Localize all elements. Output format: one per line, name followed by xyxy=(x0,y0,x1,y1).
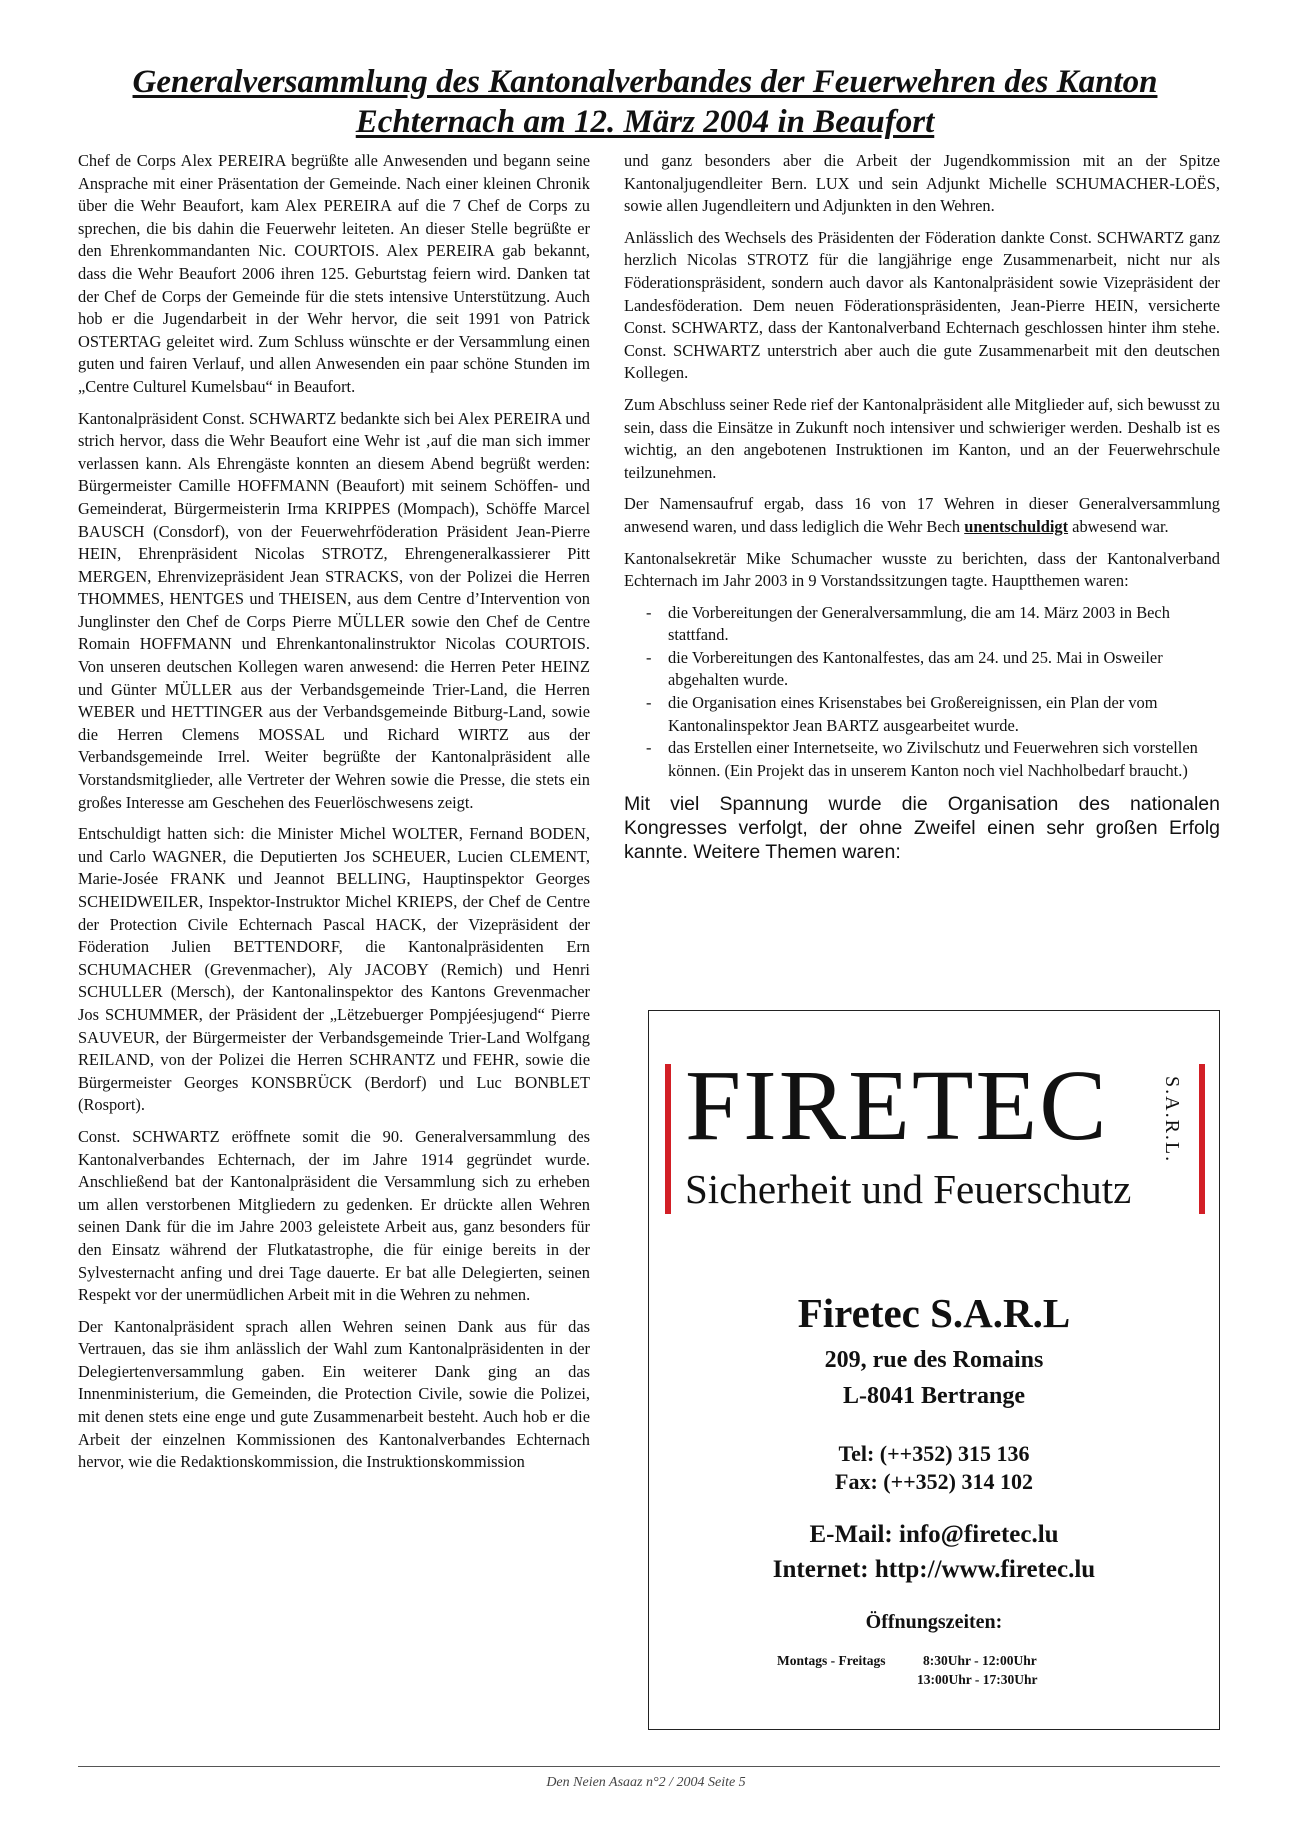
hours-afternoon: 13:00Uhr - 17:30Uhr xyxy=(917,1672,1038,1687)
topics-list xyxy=(624,602,1220,783)
left-column xyxy=(78,150,590,1483)
company-name: Firetec S.A.R.L xyxy=(797,1290,1071,1336)
email: E-Mail: info@firetec.lu xyxy=(809,1521,1059,1548)
paragraph: Kantonalsekretär Mike Schumacher wusste zu berichten, dass der Kantonalverband Echternach im Jahr 2003 in 9 Vorstandssitzungen tagte. Hauptthemen waren: xyxy=(624,548,1220,591)
page-title xyxy=(80,62,1210,142)
list-item: - das Erstellen einer Internetseite, wo Zivilschutz und Feuerwehren sich vorstellen können. (Ein Projekt das in unserem Kanton noch viel Nachholbedarf braucht.) xyxy=(668,737,1220,782)
page-footer: Den Neien Asaaz n°2 / 2004 Seite 5 xyxy=(546,1775,746,1790)
paragraph: Entschuldigt hatten sich: die Minister Michel WOLTER, Fernand BODEN, und Carlo WAGNER, die Deputierten Jos SCHEUER, Lucien CLEMENT, Marie-Josée FRANK und Jeannot BELLING, Hauptinspektor Georges SCHEIDWEILER, Inspektor-Instruktor Michel KRIEPS, der Chef de Centre der Protection Civile Echternach Pascal HACK, der Vizepräsident der Föderation Julien BETTENDORF, die Kantonalpräsidenten Ern SCHUMACHER (Grevenmacher), Aly JACOBY (Remich) und Henri SCHULLER (Mersch), der Kantonalinspektor des Kantons Grevenmacher Jos SCHUMMER, der Präsident der „Lëtzebuerger Pompjéesjugend“ Pierre SAUVEUR, der Bürgermeister der Verbandsgemeinde Trier-Land Wolfgang REILAND, von der Polizei die Herren SCHRANTZ und FEHR, sowie die Bürgermeister Georges KONSBRÜCK (Berdorf) und Luc BONBLET (Rosport). xyxy=(78,824,590,1115)
list-item: - die Vorbereitungen des Kantonalfestes, das am 24. und 25. Mai in Osweiler abgehalten wurde. xyxy=(668,647,1220,692)
paragraph: und ganz besonders aber die Arbeit der Jugendkommission mit an der Spitze Kantonaljugendleiter Bern. LUX und sein Adjunkt Michelle SCHUMACHER-LOËS, sowie allen Jugendleitern und Adjunkten in den Wehren. xyxy=(624,151,1220,216)
paragraph: Chef de Corps Alex PEREIRA begrüßte alle Anwesenden und begann seine Ansprache mit einer Präsentation der Gemeinde. Nach einer kleinen Chronik über die Wehr Beaufort, kam Alex PEREIRA auf die 7 Chef de Corps zu sprechen, die bis dahin die Feuerwehr leiteten. An dieser Stelle begrüßte er den Ehrenkommandanten Nic. COURTOIS. Alex PEREIRA gab bekannt, dass die Wehr Beaufort 2006 ihren 125. Geburtstag feiern wird. Danken tat der Chef de Corps der Gemeinde für die stets intensive Unterstützung. Auch hob er die Jugendarbeit in der Wehr hervor, die seit 1991 von Patrick OSTERTAG geleitet wird. Zum Schluss wünschte er der Versammlung einen guten und fairen Verlauf, und allen Anwesenden ein paar schöne Stunden im „Centre Culturel Kumelsbau“ in Beaufort. xyxy=(78,151,590,396)
logo-red-bar-left xyxy=(665,1064,671,1214)
paragraph: Mit viel Spannung wurde die Organisation des nationalen Kongresses verfolgt, der ohne Zweifel einen sehr großen Erfolg kannte. Weitere Themen waren: xyxy=(624,793,1220,864)
title-line-1: Generalversammlung des Kantonalverbandes der Feuerwehren des Kanton xyxy=(132,64,1158,100)
address-city: L-8041 Bertrange xyxy=(843,1383,1025,1409)
paragraph: Anlässlich des Wechsels des Präsidenten der Föderation dankte Const. SCHWARTZ ganz herzlich Nicolas STROTZ für die langjährige enge Zusammenarbeit, nicht nur als Föderationspräsident, sondern auch davor als Kantonalpräsident sowie Vizepräsident der Landesföderation. Dem neuen Föderationspräsidenten, Jean-Pierre HEIN, versicherte Const. SCHWARTZ, dass der Kantonalverband Echternach geschlossen hinter ihm stehe. Const. SCHWARTZ unterstrich aber auch die gute Zusammenarbeit mit den deutschen Kollegen. xyxy=(624,227,1220,383)
title-line-2: Echternach am 12. März 2004 in Beaufort xyxy=(355,104,935,140)
paragraph: Kantonalpräsident Const. SCHWARTZ bedankte sich bei Alex PEREIRA und strich hervor, dass die Wehr Beaufort eine Wehr ist ‚auf die man sich immer verlassen kann. Als Ehrengäste konnten an diesem Abend begrüßt werden: Bürgermeister Camille HOFFMANN (Beaufort) mit seinem Schöffen- und Gemeinderat, Bürgermeisterin Irma KRIPPES (Mompach), Schöffe Marcel BAUSCH (Consdorf), von der Feuerwehrföderation Präsident Jean-Pierre HEIN, Ehrenpräsident Nicolas STROTZ, Ehrengeneralkassierer Pitt MERGEN, Ehrenvizepräsident Jean STRACKS, von der Polizei die Herren THOMMES, HENTGES und THEISEN, aus dem Centre d’Intervention von Junglinster den Chef de Corps Pierre MÜLLER sowie den Chef de Centre Romain HOFFMANN und Ehrenkantonalinstruktor Nicolas COURTOIS. Von unseren deutschen Kollegen waren anwesend: die Herren Peter HEINZ und Günter MÜLLER aus der Verbandsgemeinde Trier-Land, die Herren WEBER und HETTINGER aus der Verbandsgemeinde Bitburg-Land, sowie die Herren Clemens MOSSAL und Richard WIRTZ aus der Verbandsgemeinde Irrel. Weiter begrüßte der Kantonalpräsident alle Vorstandsmitglieder, alle Vertreter der Wehren sowie die Presse, die stets ein großes Interesse am Geschehen des Feuerlöschwesens zeigt. xyxy=(78,408,590,812)
hours-days: Montags - Freitags xyxy=(777,1653,886,1668)
logo-red-bar-right xyxy=(1199,1064,1205,1214)
right-column xyxy=(624,150,1220,873)
paragraph: Const. SCHWARTZ eröffnete somit die 90. Generalversammlung des Kantonalverbandes Echternach, der im Jahre 1914 gegründet wurde. Anschließend bat der Kantonalpräsident die Versammlung sich zu erheben um allen verstorbenen Mitgliedern zu gedenken. Er drückte allen Wehren seinen Dank für die im Jahre 2003 geleistete Arbeit aus, ganz besonders für den Einsatz während der Flutkatastrophe, die für einige bereits in der Sylvesternacht anfing und drei Tage dauerte. Er bat alle Delegierten, seinen Respekt vor der unermüdlichen Arbeit mit in die Wehren zu nehmen. xyxy=(78,1126,590,1305)
address-street: 209, rue des Romains xyxy=(824,1347,1044,1373)
logo-tagline: Sicherheit und Feuerschutz xyxy=(685,1166,1132,1212)
fax: Fax: (++352) 314 102 xyxy=(835,1469,1033,1494)
paragraph: Der Kantonalpräsident sprach allen Wehren seinen Dank aus für das Vertrauen, das sie ihm anlässlich der Wahl zum Kantonalpräsidenten in der Delegiertenversammlung gaben. Ein weiterer Dank ging an das Innenministerium, die Gemeinden, die Protection Civile, sowie die Polizei, mit denen stets eine enge und gute Zusammenarbeit besteht. Auch hob er die Arbeit der einzelnen Kommissionen des Kantonalverbandes Echternach hervor, wie die Redaktionskommission, die Instruktionskommission xyxy=(78,1316,590,1472)
website: Internet: http://www.firetec.lu xyxy=(772,1556,1096,1583)
unexcused-emphasis: unentschuldigt xyxy=(964,516,1069,536)
opening-hours-title: Öffnungszeiten: xyxy=(865,1611,1003,1633)
phone: Tel: (++352) 315 136 xyxy=(838,1441,1030,1466)
list-item: - die Vorbereitungen der Generalversammlung, die am 14. März 2003 in Bech stattfand. xyxy=(668,602,1220,647)
footer-rule xyxy=(78,1766,1220,1767)
firetec-logo xyxy=(665,1049,1205,1212)
roll-call-text-end: abwesend war. xyxy=(1072,516,1169,536)
list-item: - die Organisation eines Krisenstabes bei Großereignissen, ein Plan der vom Kantonalinspektor Jean BARTZ ausgearbeitet wurde. xyxy=(668,692,1220,737)
firetec-advertisement xyxy=(648,1010,1220,1730)
hours-morning: 8:30Uhr - 12:00Uhr xyxy=(923,1653,1037,1668)
logo-name: FIRETEC xyxy=(685,1049,1109,1161)
roll-call-text: Der Namensaufruf ergab, dass 16 von 17 Wehren in dieser Generalversammlung anwesend waren, und dass lediglich die Wehr Bech xyxy=(624,494,1220,536)
paragraph: Zum Abschluss seiner Rede rief der Kantonalpräsident alle Mitglieder auf, sich bewusst zu sein, dass die Einsätze in Zukunft noch intensiver und schwieriger werden. Deshalb ist es wichtig, an den angebotenen Instruktionen im Kanton, und an der Feuerwehrschule teilzunehmen. xyxy=(624,394,1220,482)
logo-sarl: S.A.R.L. xyxy=(1161,1076,1183,1164)
paragraph xyxy=(624,493,1220,538)
